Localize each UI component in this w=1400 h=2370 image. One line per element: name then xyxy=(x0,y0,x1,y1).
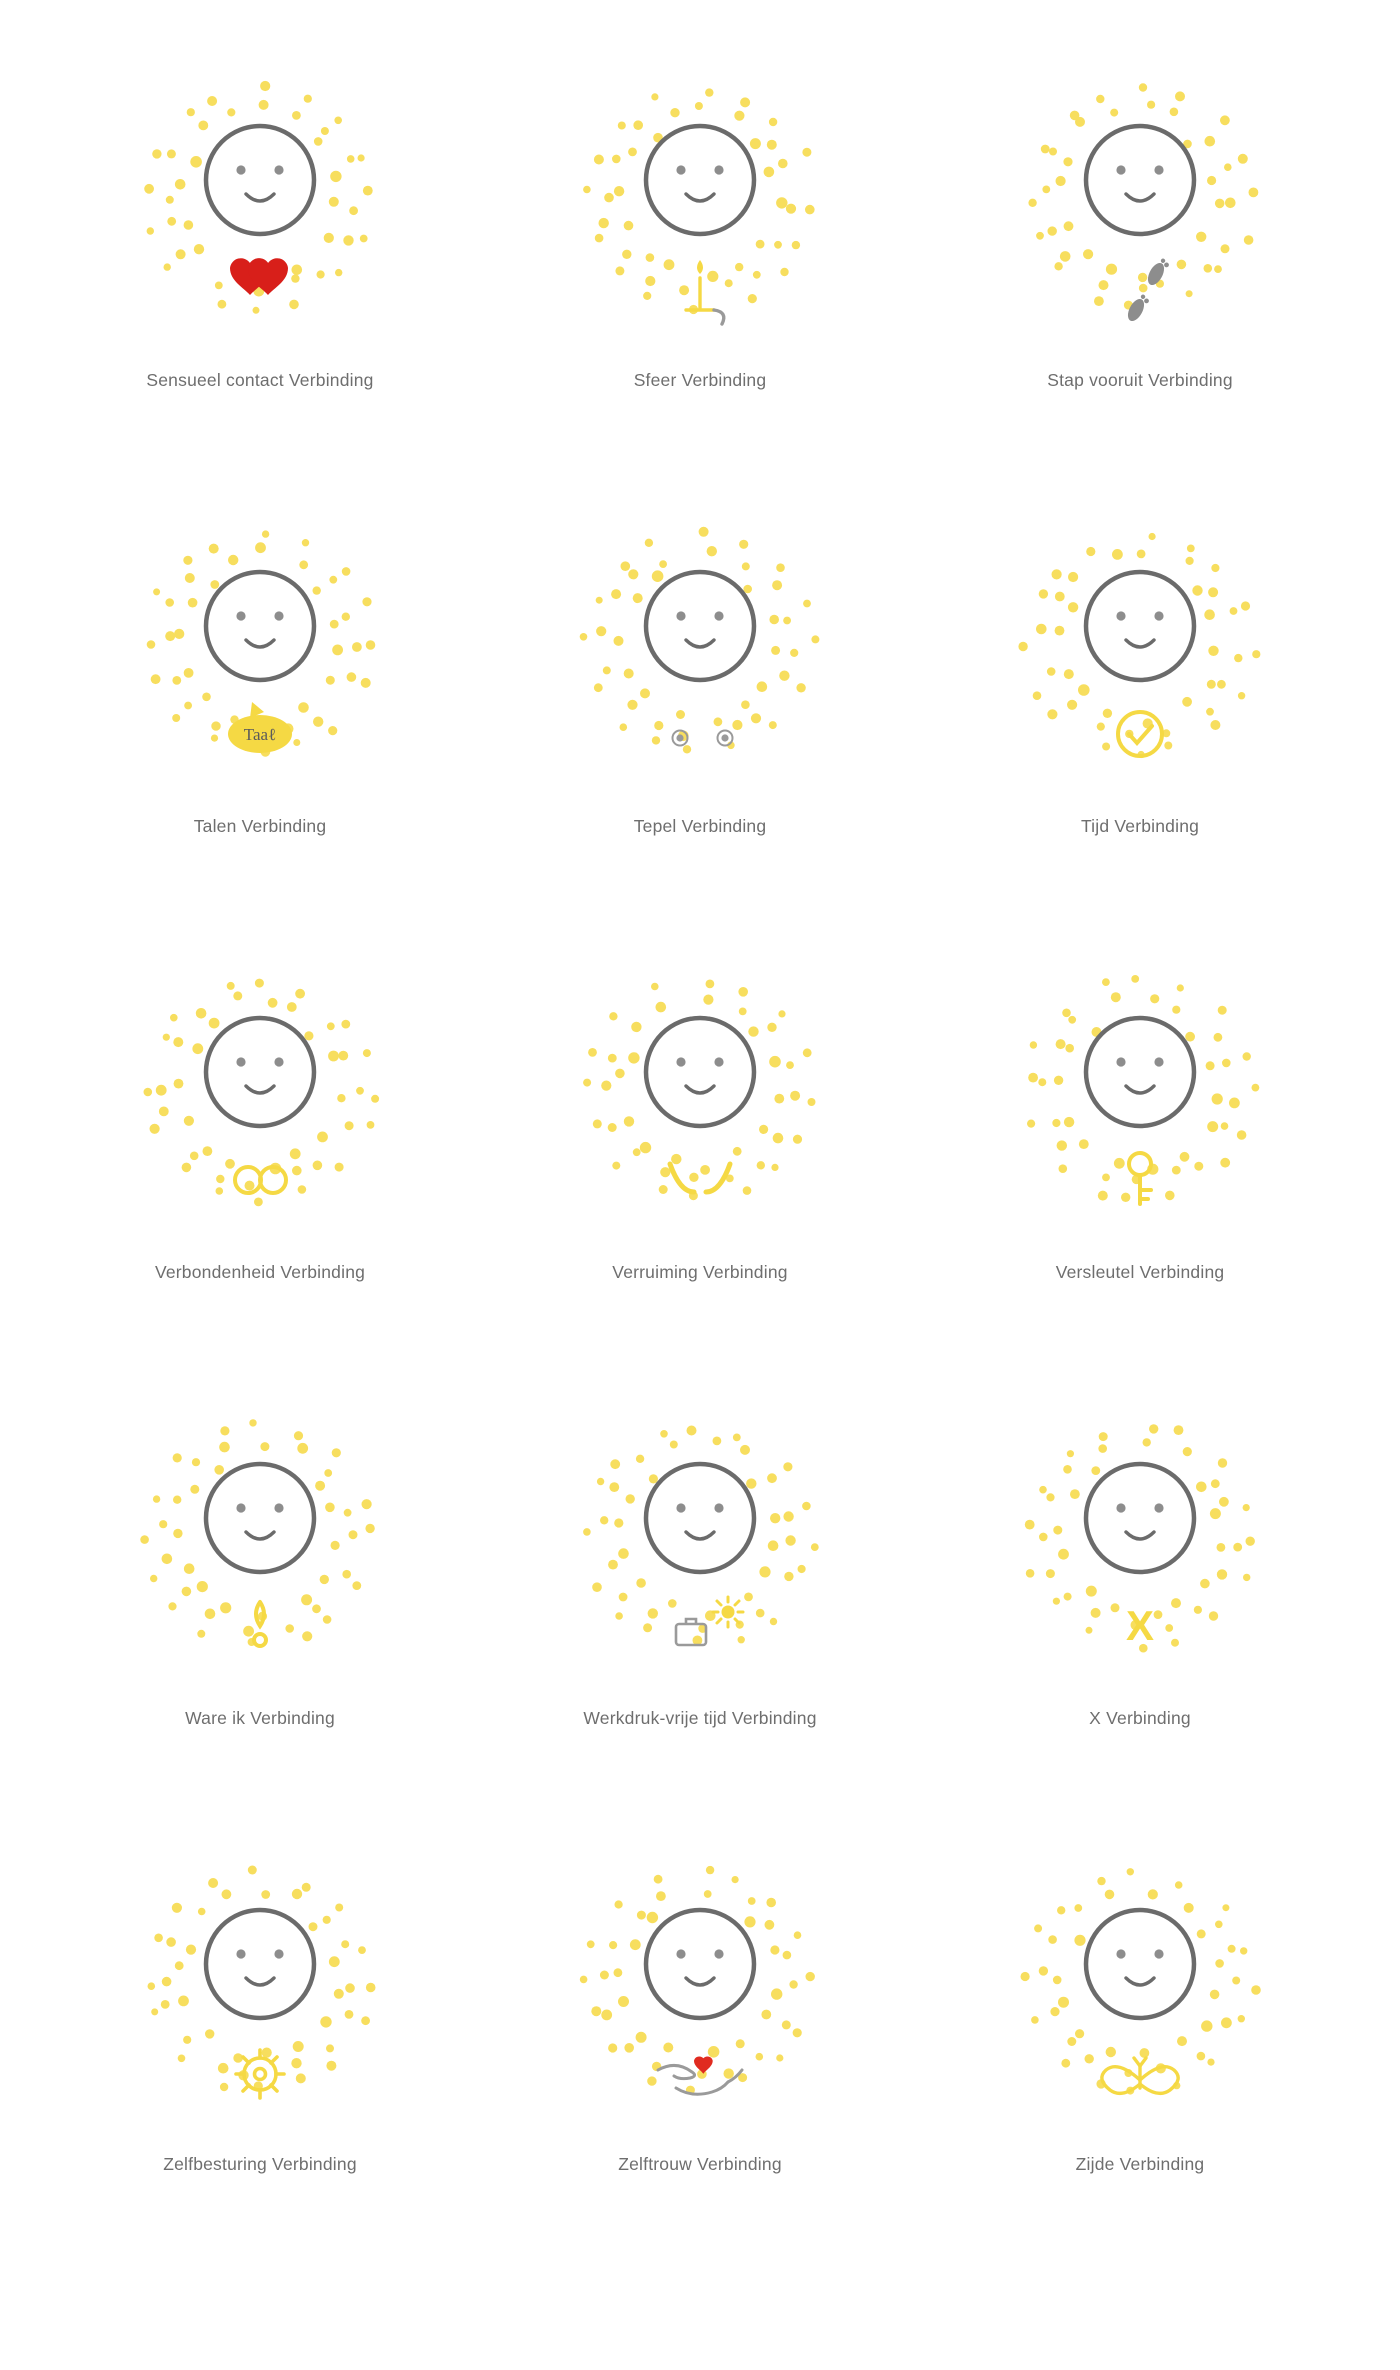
check-circle-icon xyxy=(990,506,1290,806)
ships-wheel-icon-glyph xyxy=(236,2050,284,2098)
exclamation-icon-glyph xyxy=(254,1602,266,1646)
smiley-face xyxy=(646,1464,754,1572)
icon-caption: Verbondenheid Verbinding xyxy=(154,1262,366,1282)
icon-card-versleutel[interactable] xyxy=(920,952,1360,1398)
icon-card-zelfbesturing[interactable] xyxy=(40,1844,480,2290)
smiley-face xyxy=(206,1464,314,1572)
candle-icon-glyph xyxy=(686,260,724,324)
exclamation-icon xyxy=(110,1398,410,1698)
icon-caption: Sfeer Verbinding xyxy=(633,370,767,390)
hands-heart-icon xyxy=(550,1844,850,2144)
icon-card-verbondenheid[interactable] xyxy=(40,952,480,1398)
butterfly-icon-glyph xyxy=(1102,2058,1178,2093)
icon-card-werkdruk-vrije-tijd[interactable] xyxy=(480,1398,920,1844)
icon-caption: Tepel Verbinding xyxy=(633,816,767,836)
smiley-face xyxy=(1086,1910,1194,2018)
icon-card-stap-vooruit[interactable] xyxy=(920,60,1360,506)
smiley-face xyxy=(1086,1464,1194,1572)
smiley-face xyxy=(206,1910,314,2018)
letter-x-icon xyxy=(990,1398,1290,1698)
icon-card-tijd[interactable] xyxy=(920,506,1360,952)
ships-wheel-icon xyxy=(110,1844,410,2144)
icon-card-ware-ik[interactable] xyxy=(40,1398,480,1844)
icon-card-zelftrouw[interactable] xyxy=(480,1844,920,2290)
smiley-face xyxy=(646,1910,754,2018)
icon-card-x[interactable] xyxy=(920,1398,1360,1844)
icon-caption: Tijd Verbinding xyxy=(1080,816,1200,836)
icon-caption: Versleutel Verbinding xyxy=(1055,1262,1225,1282)
icon-caption: Zijde Verbinding xyxy=(1075,2154,1205,2174)
icon-caption: Zelftrouw Verbinding xyxy=(618,2154,782,2174)
footprints-icon-glyph xyxy=(1125,256,1171,324)
smiley-face xyxy=(1086,126,1194,234)
smiley-face xyxy=(1086,572,1194,680)
footprints-icon xyxy=(990,60,1290,360)
icon-caption: Ware ik Verbinding xyxy=(185,1708,335,1728)
briefcase-sun-icon-glyph xyxy=(676,1597,743,1645)
svg-text:Taaℓ: Taaℓ xyxy=(243,725,277,744)
open-arcs-icon xyxy=(550,952,850,1252)
smiley-face xyxy=(206,572,314,680)
key-icon xyxy=(990,952,1290,1252)
candle-icon xyxy=(550,60,850,360)
smiley-face xyxy=(206,1018,314,1126)
icon-caption: Verruiming Verbinding xyxy=(612,1262,788,1282)
svg-text:X: X xyxy=(1125,1602,1155,1649)
speech-bubble-taal-icon xyxy=(110,506,410,806)
icon-card-talen[interactable] xyxy=(40,506,480,952)
smiley-face xyxy=(646,1018,754,1126)
briefcase-sun-icon xyxy=(550,1398,850,1698)
speech-bubble-taal-icon-glyph xyxy=(228,702,292,753)
two-circles-icon xyxy=(550,506,850,806)
check-circle-icon-glyph xyxy=(1118,712,1162,756)
smiley-face xyxy=(646,126,754,234)
smiley-face xyxy=(1086,1018,1194,1126)
open-arcs-icon-glyph xyxy=(670,1164,730,1192)
smiley-face xyxy=(206,126,314,234)
icon-card-sfeer[interactable] xyxy=(480,60,920,506)
double-heart-icon xyxy=(110,60,410,360)
icon-caption: Zelfbesturing Verbinding xyxy=(163,2154,357,2174)
icon-card-tepel[interactable] xyxy=(480,506,920,952)
icon-caption: Stap vooruit Verbinding xyxy=(1047,370,1233,390)
icon-card-zijde[interactable] xyxy=(920,1844,1360,2290)
icon-caption: Talen Verbinding xyxy=(193,816,327,836)
icon-card-sensueel-contact[interactable] xyxy=(40,60,480,506)
infinity-rings-icon xyxy=(110,952,410,1252)
icon-caption: X Verbinding xyxy=(1089,1708,1191,1728)
butterfly-icon xyxy=(990,1844,1290,2144)
smiley-face xyxy=(646,572,754,680)
icon-caption: Werkdruk-vrije tijd Verbinding xyxy=(583,1708,817,1728)
icon-caption: Sensueel contact Verbinding xyxy=(146,370,374,390)
icon-card-verruiming[interactable] xyxy=(480,952,920,1398)
letter-x-icon-glyph xyxy=(1126,1602,1154,1649)
